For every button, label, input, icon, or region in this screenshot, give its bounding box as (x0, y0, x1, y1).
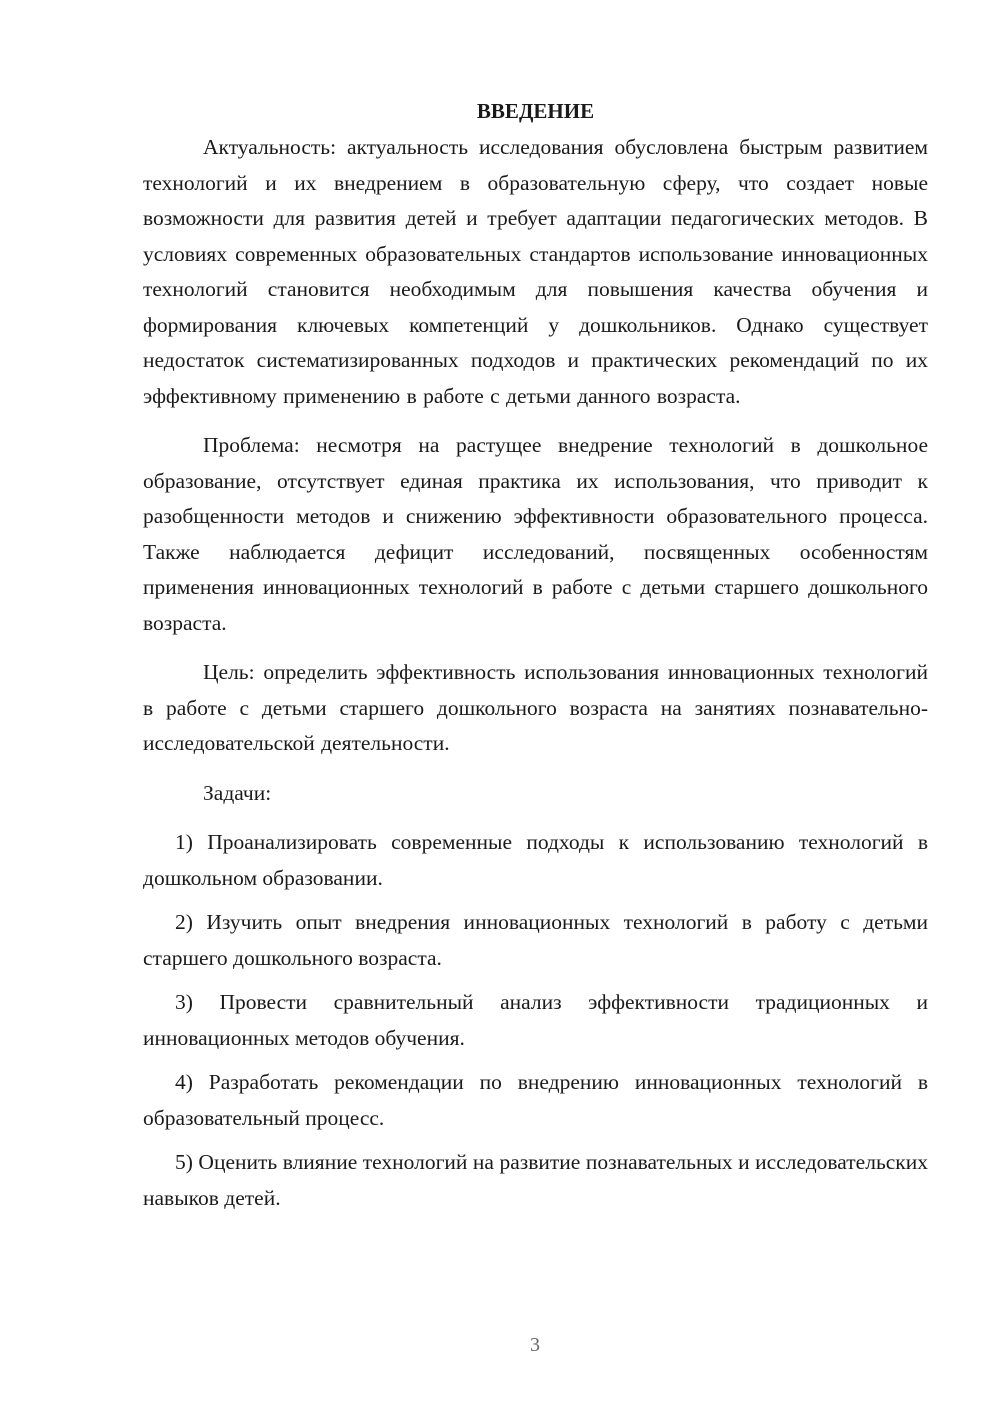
task-number: 1) (175, 830, 193, 854)
section-heading: ВВЕДЕНИЕ (476, 99, 595, 123)
task-item (143, 1065, 928, 1136)
paragraph-problem: Проблема: несмотря на растущее внедрение технологий в дошкольное образование, отсутствует единая практика их использования, что приводит к разобщенности методов и снижению эффективности образовательного процесса. Также наблюдается дефицит исследований, посвященных особенностям применения инновационных технологий в работе с детьми старшего дошкольного возраста. (143, 433, 928, 635)
task-text: Оценить влияние технологий на развитие познавательных и исследовательских навыков детей. (143, 1150, 928, 1210)
task-item (143, 985, 928, 1056)
paragraph-goal: Цель: определить эффективность использования инновационных технологий в работе с детьми старшего дошкольного возраста на занятиях познавательно-исследовательской деятельности. (143, 660, 928, 755)
task-text: Проанализировать современные подходы к использованию технологий в дошкольном образовании. (143, 830, 928, 890)
task-number: 4) (175, 1070, 193, 1094)
page-number: 3 (530, 1334, 540, 1356)
page-content (143, 96, 928, 1225)
tasks-list (143, 825, 928, 1216)
task-text: Разработать рекомендации по внедрению инновационных технологий в образовательный процесс. (143, 1070, 929, 1130)
task-item (143, 1145, 928, 1216)
task-number: 3) (175, 990, 193, 1014)
task-item (143, 905, 928, 976)
paragraph-relevance: Актуальность: актуальность исследования обусловлена быстрым развитием технологий и их внедрением в образовательную сферу, что создает новые возможности для развития детей и требует адаптации педагогических методов. В условиях современных образовательных стандартов использование инновационных технологий становится необходимым для повышения качества обучения и формирования ключевых компетенций у дошкольников. Однако существует недостаток систематизированных подходов и практических рекомендаций по их эффективному применению в работе с детьми данного возраста. (143, 135, 928, 408)
task-text: Провести сравнительный анализ эффективности традиционных и инновационных методов обучения. (143, 990, 928, 1050)
task-number: 5) (175, 1150, 193, 1174)
task-item (143, 825, 928, 896)
tasks-label: Задачи: (203, 780, 272, 805)
task-text: Изучить опыт внедрения инновационных технологий в работу с детьми старшего дошкольного возраста. (143, 910, 929, 970)
task-number: 2) (175, 910, 193, 934)
